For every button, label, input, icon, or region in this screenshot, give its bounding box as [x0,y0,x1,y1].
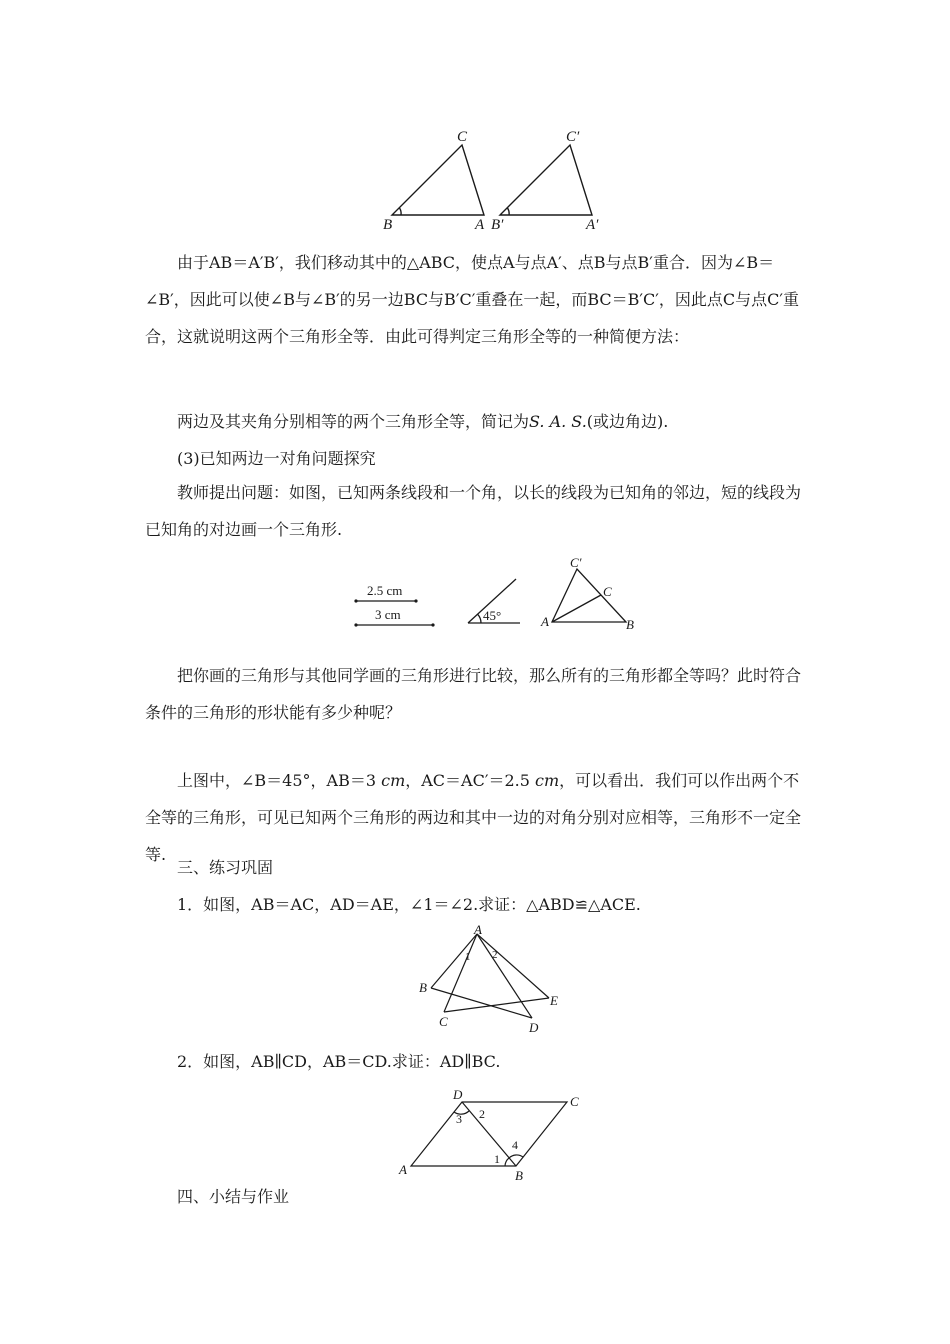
label-a: A [475,217,485,233]
conclusion-part3: ，可以看出．我们可以作出两个不全等的三角形，可见已知两个三角形的两边和其中一边的对角分别对应相等，三角形不一定全等. [145,771,802,864]
exercise-1: 1．如图，AB＝AC，AD＝AE，∠1＝∠2.求证：△ABD≌△ACE. [177,895,641,914]
sas-abbr: S. A. S. [529,412,587,431]
sas-rule-suffix: (或边角边). [586,412,669,431]
figure-ssa [350,555,650,635]
paragraph-explanation: 由于AB＝A′B′，我们移动其中的△ABC，使点A与点A′、点B与点B′重合．因为∠B＝∠B′，因此可以使∠B与∠B′的另一边BC与B′C′重叠在一起，而BC＝B′C′，因此点C与点C′重合，这就说明这两个三角形全等．由此可得判定三角形全等的一种简便方法： [145,253,800,346]
label-45deg: 45° [483,608,502,623]
exercise-2: 2．如图，AB∥CD，AB＝CD.求证：AD∥BC. [177,1052,501,1071]
unit-cm-2: cm [535,771,560,790]
paragraph-teacher-question: 教师提出问题：如图，已知两条线段和一个角，以长的线段为已知角的邻边，短的线段为已知角的对边画一个三角形. [145,483,802,539]
label-angle-1-ex2: 1 [494,1152,500,1166]
label-c-prime-ssa: C′ [570,555,582,570]
label-angle-4-ex2: 4 [512,1138,518,1152]
label-2-5cm: 2.5 cm [367,583,403,598]
label-angle-2: 2 [492,949,498,961]
segment2-end-right [431,623,434,626]
diagonal-db [462,1102,516,1166]
segment1-end-left [354,599,357,602]
conclusion-part1: 上图中，∠B＝45°，AB＝3 [177,771,382,790]
label-3cm: 3 cm [375,607,401,622]
label-d-ex2: D [453,1087,463,1102]
triangle-abc-prime [500,145,592,215]
section-summary: 四、小结与作业 [177,1187,290,1206]
segment-ac [552,595,601,622]
figure-two-triangles [370,125,610,235]
label-b-ex1: B [419,980,427,995]
label-angle-3-ex2: 3 [456,1112,462,1126]
label-b: B [383,217,393,233]
label-a-ssa: A [541,614,549,629]
section-practice: 三、练习巩固 [177,858,274,877]
sas-rule-text: 两边及其夹角分别相等的两个三角形全等，简记为 [177,412,530,431]
label-e-ex1: E [550,993,558,1008]
label-c-ex2: C [570,1094,579,1109]
conclusion-part2: ，AC＝AC′＝2.5 [405,771,536,790]
segment1-end-right [414,599,417,602]
label-angle-1: 1 [465,951,471,963]
label-a-prime: A′ [586,217,599,233]
label-c-ssa: C [603,584,612,599]
label-d-ex1: D [529,1020,539,1035]
heading-exploration: (3)已知两边一对角问题探究 [177,449,376,468]
angle-arc [478,614,481,623]
label-c: C [457,129,468,145]
label-a-ex2: A [399,1162,407,1177]
label-b-prime: B′ [491,217,504,233]
label-a-ex1: A [474,922,482,937]
label-c-ex1: C [439,1014,448,1029]
segment2-end-left [354,623,357,626]
angle-b-prime-arc [508,208,510,215]
triangle-abc-prime-ssa [552,569,626,622]
figure-exercise-2 [395,1086,595,1183]
segment-ce [444,998,549,1012]
label-angle-2-ex2: 2 [479,1107,485,1121]
triangle-abc [392,145,484,215]
label-b-ssa: B [626,617,634,632]
figure-exercise-1 [415,922,565,1034]
angle-1-arc [505,1158,509,1166]
label-c-prime: C′ [566,129,580,145]
label-b-ex2: B [515,1168,523,1183]
angle-b-arc [400,208,402,215]
paragraph-compare: 把你画的三角形与其他同学画的三角形进行比较，那么所有的三角形都全等吗？此时符合条件的三角形的形状能有多少种呢？ [145,666,802,722]
angle-4-arc [509,1155,523,1158]
sas-rule [177,411,668,433]
unit-cm-1: cm [381,771,406,790]
